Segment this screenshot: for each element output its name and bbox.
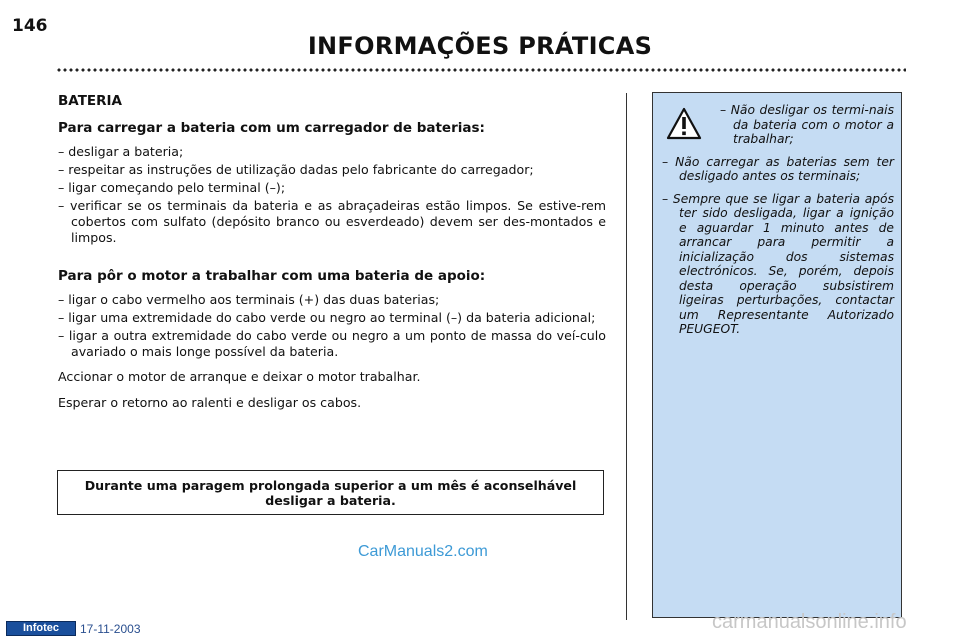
column-divider (626, 93, 627, 620)
warning-header (662, 103, 894, 147)
jumpstart-heading: Para pôr o motor a trabalhar com uma bateria de apoio: (58, 268, 486, 284)
warning-item: – Não desligar os termi-nais da bateria com o motor a trabalhar; (720, 103, 894, 146)
list-item: – verificar se os terminais da bateria e as abraçadeiras estão limpos. Se estive-rem cobertos com sulfato (depósito branco ou esverdeado) devem ser des-montados e limpos. (58, 198, 606, 245)
footer-watermark: carmanualsonline.info (712, 611, 907, 633)
charging-list (58, 144, 606, 246)
jumpstart-list (58, 292, 606, 360)
infotec-logo: Infotec (6, 621, 76, 636)
warning-list (662, 155, 894, 337)
page-number: 146 (12, 16, 48, 36)
list-item: – desligar a bateria; (58, 144, 184, 159)
list-item: – ligar a outra extremidade do cabo verde ou negro a um ponto de massa do veí-culo avariado o mais longe possível da bateria. (58, 328, 606, 359)
jumpstart-paragraph-start: Accionar o motor de arranque e deixar o motor trabalhar. (58, 369, 421, 384)
list-item: – ligar o cabo vermelho aos terminais (+) das duas baterias; (58, 292, 440, 307)
page-title: INFORMAÇÕES PRÁTICAS (307, 32, 653, 60)
list-item: – ligar começando pelo terminal (–); (58, 180, 286, 195)
section-title: BATERIA (58, 93, 122, 109)
warning-panel (652, 92, 902, 618)
charging-heading: Para carregar a bateria com um carregador de baterias: (58, 120, 485, 136)
jumpstart-paragraph-idle: Esperar o retorno ao ralenti e desligar os cabos. (58, 395, 362, 410)
notice-text: Durante uma paragem prolongada superior a um mês é aconselhável desligar a bateria. (84, 477, 577, 508)
warning-triangle-icon (666, 107, 702, 141)
title-dotted-rule (56, 68, 906, 72)
list-item: – respeitar as instruções de utilização dadas pelo fabricante do carregador; (58, 162, 534, 177)
watermark-text: CarManuals2.com (358, 543, 488, 560)
main-column (58, 93, 606, 421)
notice-box (57, 470, 604, 515)
footer-date: 17-11-2003 (80, 622, 141, 636)
list-item: – ligar uma extremidade do cabo verde ou negro ao terminal (–) da bateria adicional; (58, 310, 596, 325)
warning-item: – Não carregar as baterias sem ter desligado antes os terminais; (662, 154, 894, 183)
warning-item: – Sempre que se ligar a bateria após ter sido desligada, ligar a ignição e aguardar 1 minuto antes de arrancar para permitir a inicialização dos sistemas electrónicos. Se, porém, depois desta operação subsistirem ligeiras perturbações, contactar um Representante Autorizado PEUGEOT. (662, 191, 894, 336)
